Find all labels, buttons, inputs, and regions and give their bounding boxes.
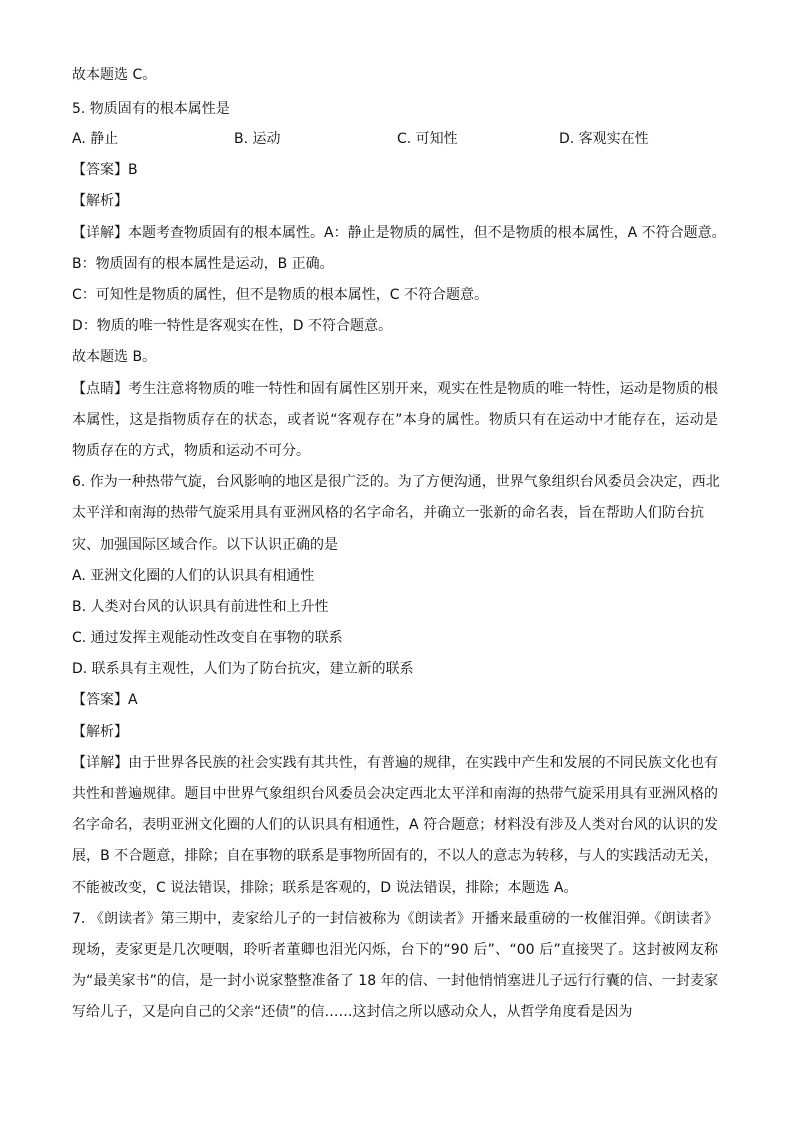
detail-paragraph: 展，B 不合题意，排除；自在事物的联系是事物所固有的，不以人的意志为转移，与人的实践活动无关， [72, 848, 718, 864]
detail-paragraph: 不能被改变，C 说法错误，排除；联系是客观的，D 说法错误，排除；本题选 A。 [72, 880, 578, 896]
question-6: 灾、加强国际区域合作。以下认识正确的是 [72, 537, 338, 553]
q6-option-b: B. 人类对台风的认识具有前进性和上升性 [72, 599, 329, 615]
text-line: D：物质的唯一特性是客观实在性，D 不符合题意。 [72, 318, 393, 334]
tip-paragraph: 物质存在的方式，物质和运动不可分。 [72, 443, 310, 459]
question-7: 为“最美家书”的信，是一封小说家整整准备了 18 年的信、一封他悄悄塞进儿子远行行囊的信、一封麦家 [72, 973, 718, 989]
answer-label: 【答案】B [72, 162, 138, 178]
tip-paragraph: 【点睛】考生注意将物质的唯一特性和固有属性区别开来，观实在性是物质的唯一特性，运动是物质的根 [72, 381, 718, 397]
detail-paragraph: 共性和普遍规律。题目中世界气象组织台风委员会决定西北太平洋和南海的热带气旋采用具有亚洲风格的 [72, 786, 718, 802]
text-line: 故本题选 C。 [72, 67, 157, 83]
q6-option-a: A. 亚洲文化圈的人们的认识具有相通性 [72, 568, 315, 584]
question-5: 5. 物质固有的根本属性是 [72, 101, 230, 117]
q5-option-b: B. 运动 [234, 131, 281, 147]
q5-option-a: A. 静止 [72, 131, 119, 147]
question-7: 7. 《朗读者》第三期中，麦家给儿子的一封信被称为《朗读者》开播来最重磅的一枚催泪弹。《朗读者》 [72, 911, 718, 927]
question-6: 6. 作为一种热带气旋，台风影响的地区是很广泛的。为了方便沟通，世界气象组织台风委员会决定，西北 [72, 474, 720, 490]
q5-option-d: D. 客观实在性 [559, 131, 649, 147]
question-7: 现场，麦家更是几次哽咽，聆听者董卿也泪光闪烁，台下的“90 后”、“00 后”直接哭了。这封被网友称 [72, 942, 718, 958]
text-line: C：可知性是物质的属性，但不是物质的根本属性，C 不符合题意。 [72, 287, 488, 303]
q5-option-c: C. 可知性 [397, 131, 458, 147]
analysis-label: 【解析】 [72, 724, 128, 740]
text-line: B：物质固有的根本属性是运动，B 正确。 [72, 256, 334, 272]
tip-paragraph: 本属性，这是指物质存在的状态，或者说“客观存在”本身的属性。物质只有在运动中才能存在，运动是 [72, 412, 718, 428]
question-6: 太平洋和南海的热带气旋采用具有亚洲风格的名字命名，并确立一张新的命名表，旨在帮助人们防台抗 [72, 505, 704, 521]
detail-paragraph: 【详解】由于世界各民族的社会实践有其共性，有普遍的规律，在实践中产生和发展的不同民族文化也有 [72, 755, 718, 771]
detail-paragraph: 【详解】本题考查物质固有的根本属性。A：静止是物质的属性，但不是物质的根本属性，A 不符合题意。 [72, 225, 726, 241]
answer-label: 【答案】A [72, 692, 138, 708]
question-7: 写给儿子，又是向自己的父亲“还债”的信……这封信之所以感动众人，从哲学角度看是因为 [72, 1004, 633, 1020]
detail-paragraph: 名字命名，表明亚洲文化圈的人们的认识具有相通性，A 符合题意；材料没有涉及人类对台风的认识的发 [72, 817, 718, 833]
q6-option-d: D. 联系具有主观性，人们为了防台抗灾，建立新的联系 [72, 661, 414, 677]
analysis-label: 【解析】 [72, 193, 128, 209]
q6-option-c: C. 通过发挥主观能动性改变自在事物的联系 [72, 630, 343, 646]
text-line: 故本题选 B。 [72, 349, 157, 365]
